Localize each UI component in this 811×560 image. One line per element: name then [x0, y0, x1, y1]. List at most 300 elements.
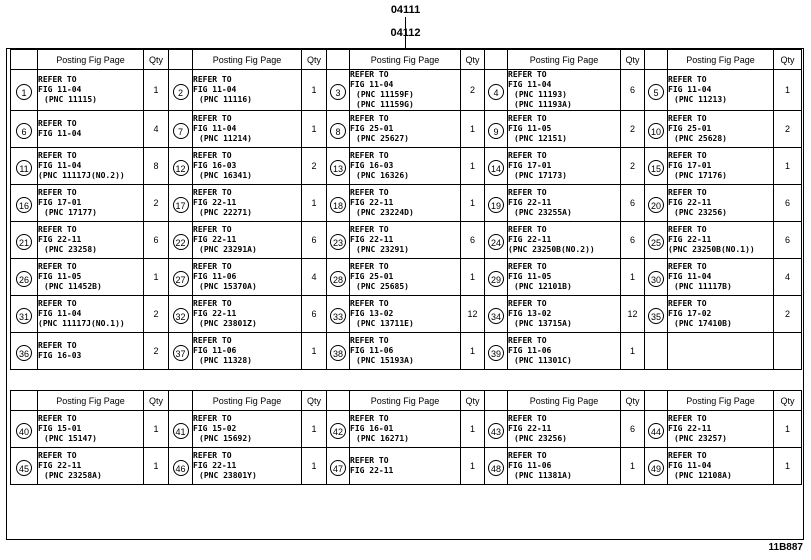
figure-reference: FIG 17-01	[38, 198, 82, 207]
refer-to-label: REFER TO	[350, 336, 389, 345]
figure-reference: FIG 22-11	[508, 424, 552, 433]
posting-fig-page-cell	[38, 448, 144, 485]
callout-cell	[327, 185, 350, 222]
refer-to-label: REFER TO	[508, 151, 547, 160]
posting-fig-page-cell	[668, 259, 774, 296]
quantity-cell: 1	[302, 111, 327, 148]
figure-reference: FIG 11-05	[508, 272, 552, 281]
header-blank	[169, 50, 193, 70]
posting-fig-page-cell	[193, 70, 302, 111]
refer-to-label: REFER TO	[508, 451, 547, 460]
quantity-cell: 4	[774, 259, 802, 296]
quantity-cell: 1	[144, 259, 169, 296]
figure-reference: FIG 11-06	[193, 346, 237, 355]
drawing-code: 11B887	[768, 542, 803, 553]
callout-number: 26	[16, 271, 32, 287]
quantity-cell: 12	[461, 296, 485, 333]
refer-to-label: REFER TO	[193, 114, 232, 123]
callout-number: 14	[488, 160, 504, 176]
callout-cell	[11, 259, 38, 296]
pnc-reference: (PNC 23255A)	[514, 208, 572, 217]
pnc-reference: (PNC 11193A)	[514, 100, 572, 109]
callout-number: 24	[488, 234, 504, 250]
pnc-reference: (PNC 23258)	[44, 245, 97, 254]
pnc-reference: (PNC 23257)	[674, 434, 727, 443]
figure-reference: FIG 16-03	[350, 161, 394, 170]
callout-cell	[485, 448, 508, 485]
posting-fig-page-cell	[193, 111, 302, 148]
refer-to-label: REFER TO	[508, 114, 547, 123]
figure-reference: FIG 15-01	[38, 424, 82, 433]
header-posting-fig-page: Posting Fig Page	[193, 391, 302, 411]
callout-cell	[327, 333, 350, 370]
pnc-reference: (PNC 11159G)	[356, 100, 414, 109]
posting-fig-page-cell	[668, 411, 774, 448]
refer-to-label: REFER TO	[508, 225, 547, 234]
callout-number: 43	[488, 423, 504, 439]
quantity-cell: 2	[774, 296, 802, 333]
header-qty: Qty	[621, 391, 645, 411]
quantity-cell: 1	[461, 333, 485, 370]
quantity-cell: 6	[621, 185, 645, 222]
figure-reference: FIG 13-02	[508, 309, 552, 318]
callout-number: 29	[488, 271, 504, 287]
table-row	[11, 70, 802, 111]
figure-reference: FIG 16-03	[38, 351, 82, 360]
posting-fig-page-cell	[350, 111, 461, 148]
callout-cell	[11, 222, 38, 259]
callout-number: 45	[16, 460, 32, 476]
figure-reference: FIG 16-03	[193, 161, 237, 170]
callout-cell	[645, 448, 668, 485]
callout-number: 34	[488, 308, 504, 324]
callout-cell	[645, 259, 668, 296]
refer-to-label: REFER TO	[38, 262, 77, 271]
quantity-cell: 12	[621, 296, 645, 333]
refer-to-label: REFER TO	[668, 414, 707, 423]
refer-to-label: REFER TO	[508, 299, 547, 308]
posting-fig-page-cell	[350, 411, 461, 448]
callout-cell	[11, 70, 38, 111]
pnc-reference: (PNC 11193)	[514, 90, 567, 99]
posting-fig-page-cell	[508, 448, 621, 485]
pnc-reference: (PNC 11213)	[674, 95, 727, 104]
callout-number: 7	[173, 123, 189, 139]
callout-cell	[11, 296, 38, 333]
pnc-reference: (PNC 16271)	[356, 434, 409, 443]
callout-number: 21	[16, 234, 32, 250]
callout-number: 30	[648, 271, 664, 287]
pnc-reference: (PNC 25628)	[674, 134, 727, 143]
callout-cell	[169, 70, 193, 111]
posting-fig-page-cell	[508, 185, 621, 222]
quantity-cell: 8	[144, 148, 169, 185]
pnc-reference: (PNC 15193A)	[356, 356, 414, 365]
pnc-reference: (PNC 12101B)	[514, 282, 572, 291]
pnc-reference: (PNC 23250B(NO.1))	[668, 245, 755, 254]
posting-fig-page-cell	[193, 259, 302, 296]
figure-reference: FIG 11-04	[668, 461, 712, 470]
figure-reference: FIG 22-11	[508, 235, 552, 244]
figure-reference: FIG 11-04	[38, 85, 82, 94]
refer-to-label: REFER TO	[508, 262, 547, 271]
header-blank	[485, 50, 508, 70]
pnc-reference: (PNC 23256)	[674, 208, 727, 217]
callout-number: 4	[488, 84, 504, 100]
figure-reference: FIG 17-02	[668, 309, 712, 318]
header-posting-fig-page: Posting Fig Page	[508, 391, 621, 411]
callout-cell	[11, 448, 38, 485]
posting-fig-page-cell	[38, 148, 144, 185]
table-row	[11, 222, 802, 259]
posting-fig-page-cell	[193, 333, 302, 370]
figure-reference: FIG 25-01	[668, 124, 712, 133]
figure-reference: FIG 16-01	[350, 424, 394, 433]
header-qty: Qty	[302, 391, 327, 411]
refer-to-label: REFER TO	[193, 451, 232, 460]
posting-fig-page-cell	[350, 222, 461, 259]
figure-reference: FIG 11-04	[38, 129, 82, 138]
figure-reference: FIG 13-02	[350, 309, 394, 318]
header-blank	[327, 50, 350, 70]
callout-cell	[169, 333, 193, 370]
callout-number: 8	[330, 123, 346, 139]
header-posting-fig-page: Posting Fig Page	[668, 50, 774, 70]
header-posting-fig-page: Posting Fig Page	[193, 50, 302, 70]
figure-reference: FIG 11-04	[668, 272, 712, 281]
header-posting-fig-page: Posting Fig Page	[38, 391, 144, 411]
callout-number: 20	[648, 197, 664, 213]
posting-fig-page-cell	[508, 148, 621, 185]
figure-reference: FIG 22-11	[668, 424, 712, 433]
reference-table-secondary	[10, 390, 802, 485]
empty-cell	[774, 333, 802, 370]
posting-fig-page-cell	[668, 296, 774, 333]
refer-to-label: REFER TO	[193, 336, 232, 345]
refer-to-label: REFER TO	[350, 299, 389, 308]
posting-fig-page-cell	[193, 296, 302, 333]
header-row	[11, 50, 802, 70]
pnc-reference: (PNC 23224D)	[356, 208, 414, 217]
callout-cell	[485, 259, 508, 296]
quantity-cell: 2	[621, 148, 645, 185]
callout-cell	[169, 185, 193, 222]
table-row	[11, 259, 802, 296]
refer-to-label: REFER TO	[668, 451, 707, 460]
quantity-cell: 1	[144, 70, 169, 111]
header-qty: Qty	[774, 391, 802, 411]
figure-reference: FIG 22-11	[193, 235, 237, 244]
figure-reference: FIG 22-11	[668, 198, 712, 207]
posting-fig-page-cell	[38, 185, 144, 222]
quantity-cell: 6	[461, 222, 485, 259]
posting-fig-page-cell	[38, 222, 144, 259]
posting-fig-page-cell	[38, 333, 144, 370]
quantity-cell: 6	[302, 296, 327, 333]
callout-cell	[327, 296, 350, 333]
posting-fig-page-cell	[508, 259, 621, 296]
quantity-cell: 6	[774, 185, 802, 222]
figure-reference: FIG 25-01	[350, 272, 394, 281]
reference-table-main	[10, 49, 802, 370]
refer-to-label: REFER TO	[193, 414, 232, 423]
pnc-reference: (PNC 15692)	[199, 434, 252, 443]
callout-number: 39	[488, 345, 504, 361]
pnc-reference: (PNC 12108A)	[674, 471, 732, 480]
pnc-reference: (PNC 11214)	[199, 134, 252, 143]
callout-cell	[645, 185, 668, 222]
pnc-reference: (PNC 11328)	[199, 356, 252, 365]
header-qty: Qty	[144, 391, 169, 411]
refer-to-label: REFER TO	[350, 188, 389, 197]
callout-cell	[11, 185, 38, 222]
refer-to-label: REFER TO	[350, 414, 389, 423]
callout-number: 35	[648, 308, 664, 324]
callout-cell	[485, 111, 508, 148]
callout-number: 5	[648, 84, 664, 100]
callout-number: 9	[488, 123, 504, 139]
figure-reference: FIG 22-11	[38, 235, 82, 244]
posting-fig-page-cell	[668, 222, 774, 259]
callout-cell	[11, 411, 38, 448]
refer-to-label: REFER TO	[350, 456, 389, 465]
callout-number: 25	[648, 234, 664, 250]
table-row	[11, 333, 802, 370]
callout-cell	[169, 448, 193, 485]
figure-reference: FIG 22-11	[193, 309, 237, 318]
header-qty: Qty	[144, 50, 169, 70]
callout-number: 27	[173, 271, 189, 287]
refer-to-label: REFER TO	[38, 151, 77, 160]
callout-cell	[485, 148, 508, 185]
quantity-cell: 2	[774, 111, 802, 148]
posting-fig-page-cell	[350, 296, 461, 333]
refer-to-label: REFER TO	[193, 225, 232, 234]
quantity-cell: 1	[461, 411, 485, 448]
refer-to-label: REFER TO	[508, 188, 547, 197]
quantity-cell: 1	[461, 185, 485, 222]
header-blank	[169, 391, 193, 411]
refer-to-label: REFER TO	[38, 414, 77, 423]
callout-number: 33	[330, 308, 346, 324]
pnc-reference: (PNC 15370A)	[199, 282, 257, 291]
quantity-cell: 6	[302, 222, 327, 259]
quantity-cell: 2	[144, 296, 169, 333]
figure-reference: FIG 11-06	[508, 461, 552, 470]
refer-to-label: REFER TO	[668, 225, 707, 234]
quantity-cell: 1	[774, 411, 802, 448]
pnc-reference: (PNC 13715A)	[514, 319, 572, 328]
quantity-cell: 1	[461, 148, 485, 185]
pnc-reference: (PNC 17176)	[674, 171, 727, 180]
figure-reference: FIG 11-05	[38, 272, 82, 281]
header-blank	[485, 391, 508, 411]
callout-number: 48	[488, 460, 504, 476]
posting-fig-page-cell	[38, 70, 144, 111]
callout-cell	[169, 411, 193, 448]
figure-reference: FIG 11-05	[508, 124, 552, 133]
callout-number: 15	[648, 160, 664, 176]
pnc-reference: (PNC 17173)	[514, 171, 567, 180]
header-posting-fig-page: Posting Fig Page	[668, 391, 774, 411]
refer-to-label: REFER TO	[668, 151, 707, 160]
callout-cell	[327, 259, 350, 296]
callout-cell	[327, 411, 350, 448]
quantity-cell: 1	[302, 70, 327, 111]
figure-reference: FIG 17-01	[668, 161, 712, 170]
refer-to-label: REFER TO	[350, 262, 389, 271]
callout-number: 38	[330, 345, 346, 361]
callout-number: 46	[173, 460, 189, 476]
callout-cell	[645, 70, 668, 111]
header-qty: Qty	[774, 50, 802, 70]
pnc-reference: (PNC 12151)	[514, 134, 567, 143]
quantity-cell: 1	[461, 448, 485, 485]
posting-fig-page-cell	[193, 185, 302, 222]
callout-number: 22	[173, 234, 189, 250]
quantity-cell: 1	[144, 448, 169, 485]
callout-cell	[169, 222, 193, 259]
callout-number: 1	[16, 84, 32, 100]
callout-cell	[327, 148, 350, 185]
figure-reference: FIG 22-11	[38, 461, 82, 470]
posting-fig-page-cell	[508, 333, 621, 370]
callout-number: 11	[16, 160, 32, 176]
figure-reference: FIG 22-11	[508, 198, 552, 207]
quantity-cell: 1	[302, 333, 327, 370]
pnc-reference: (PNC 23256)	[514, 434, 567, 443]
posting-fig-page-cell	[668, 448, 774, 485]
quantity-cell: 4	[302, 259, 327, 296]
callout-number: 13	[330, 160, 346, 176]
refer-to-label: REFER TO	[193, 75, 232, 84]
callout-cell	[485, 222, 508, 259]
header-blank	[11, 391, 38, 411]
posting-fig-page-cell	[668, 111, 774, 148]
callout-cell	[169, 148, 193, 185]
posting-fig-page-cell	[508, 296, 621, 333]
quantity-cell: 1	[621, 259, 645, 296]
header-blank	[11, 50, 38, 70]
posting-fig-page-cell	[668, 185, 774, 222]
quantity-cell: 6	[621, 222, 645, 259]
quantity-cell: 1	[461, 111, 485, 148]
callout-number: 36	[16, 345, 32, 361]
figure-reference: FIG 22-11	[350, 466, 394, 475]
posting-fig-page-cell	[38, 111, 144, 148]
callout-number: 31	[16, 308, 32, 324]
pnc-reference: (PNC 11117B)	[674, 282, 732, 291]
refer-to-label: REFER TO	[668, 262, 707, 271]
callout-number: 37	[173, 345, 189, 361]
callout-number: 32	[173, 308, 189, 324]
callout-cell	[645, 411, 668, 448]
pnc-reference: (PNC 16326)	[356, 171, 409, 180]
quantity-cell: 6	[144, 222, 169, 259]
quantity-cell: 4	[144, 111, 169, 148]
figure-reference: FIG 11-06	[350, 346, 394, 355]
figure-reference: FIG 22-11	[193, 198, 237, 207]
pnc-reference: (PNC 25685)	[356, 282, 409, 291]
callout-number: 6	[16, 123, 32, 139]
posting-fig-page-cell	[350, 70, 461, 111]
callout-cell	[169, 111, 193, 148]
posting-fig-page-cell	[508, 411, 621, 448]
table-row	[11, 111, 802, 148]
quantity-cell: 1	[621, 333, 645, 370]
posting-fig-page-cell	[350, 185, 461, 222]
figure-reference: FIG 17-01	[508, 161, 552, 170]
table-row	[11, 148, 802, 185]
callout-number: 40	[16, 423, 32, 439]
figure-reference: FIG 11-06	[193, 272, 237, 281]
figure-reference: FIG 11-04	[668, 85, 712, 94]
refer-to-label: REFER TO	[508, 336, 547, 345]
header-posting-fig-page: Posting Fig Page	[508, 50, 621, 70]
callout-number: 17	[173, 197, 189, 213]
callout-cell	[485, 70, 508, 111]
pnc-reference: (PNC 25627)	[356, 134, 409, 143]
pnc-reference: (PNC 15147)	[44, 434, 97, 443]
callout-number: 12	[173, 160, 189, 176]
quantity-cell: 2	[302, 148, 327, 185]
table-row	[11, 448, 802, 485]
pnc-reference: (PNC 11159F)	[356, 90, 414, 99]
figure-reference: FIG 22-11	[350, 198, 394, 207]
quantity-cell: 1	[621, 448, 645, 485]
posting-fig-page-cell	[193, 148, 302, 185]
empty-cell	[668, 333, 774, 370]
refer-to-label: REFER TO	[193, 151, 232, 160]
header-row	[11, 391, 802, 411]
callout-cell	[327, 222, 350, 259]
quantity-cell: 2	[144, 333, 169, 370]
pnc-reference: (PNC 22271)	[199, 208, 252, 217]
callout-number: 47	[330, 460, 346, 476]
pnc-reference: (PNC 23291A)	[199, 245, 257, 254]
header-posting-fig-page: Posting Fig Page	[350, 391, 461, 411]
pnc-reference: (PNC 11116)	[199, 95, 252, 104]
refer-to-label: REFER TO	[193, 188, 232, 197]
header-blank	[645, 391, 668, 411]
pnc-reference: (PNC 11452B)	[44, 282, 102, 291]
refer-to-label: REFER TO	[508, 414, 547, 423]
posting-fig-page-cell	[350, 259, 461, 296]
figure-reference: FIG 15-02	[193, 424, 237, 433]
callout-cell	[645, 296, 668, 333]
pnc-reference: (PNC 23250B(NO.2))	[508, 245, 595, 254]
callout-number: 49	[648, 460, 664, 476]
pnc-reference: (PNC 11381A)	[514, 471, 572, 480]
posting-fig-page-cell	[193, 222, 302, 259]
callout-number: 42	[330, 423, 346, 439]
pnc-reference: (PNC 23801Z)	[199, 319, 257, 328]
header-qty: Qty	[461, 391, 485, 411]
callout-cell	[327, 448, 350, 485]
callout-number: 18	[330, 197, 346, 213]
header-posting-fig-page: Posting Fig Page	[38, 50, 144, 70]
pnc-reference: (PNC 17410B)	[674, 319, 732, 328]
callout-cell	[327, 111, 350, 148]
callout-number: 19	[488, 197, 504, 213]
sub-assembly-code: 04112	[390, 27, 421, 39]
figure-reference: FIG 11-04	[350, 80, 394, 89]
quantity-cell: 1	[774, 70, 802, 111]
callout-number: 41	[173, 423, 189, 439]
refer-to-label: REFER TO	[668, 75, 707, 84]
callout-number: 28	[330, 271, 346, 287]
callout-cell	[11, 111, 38, 148]
